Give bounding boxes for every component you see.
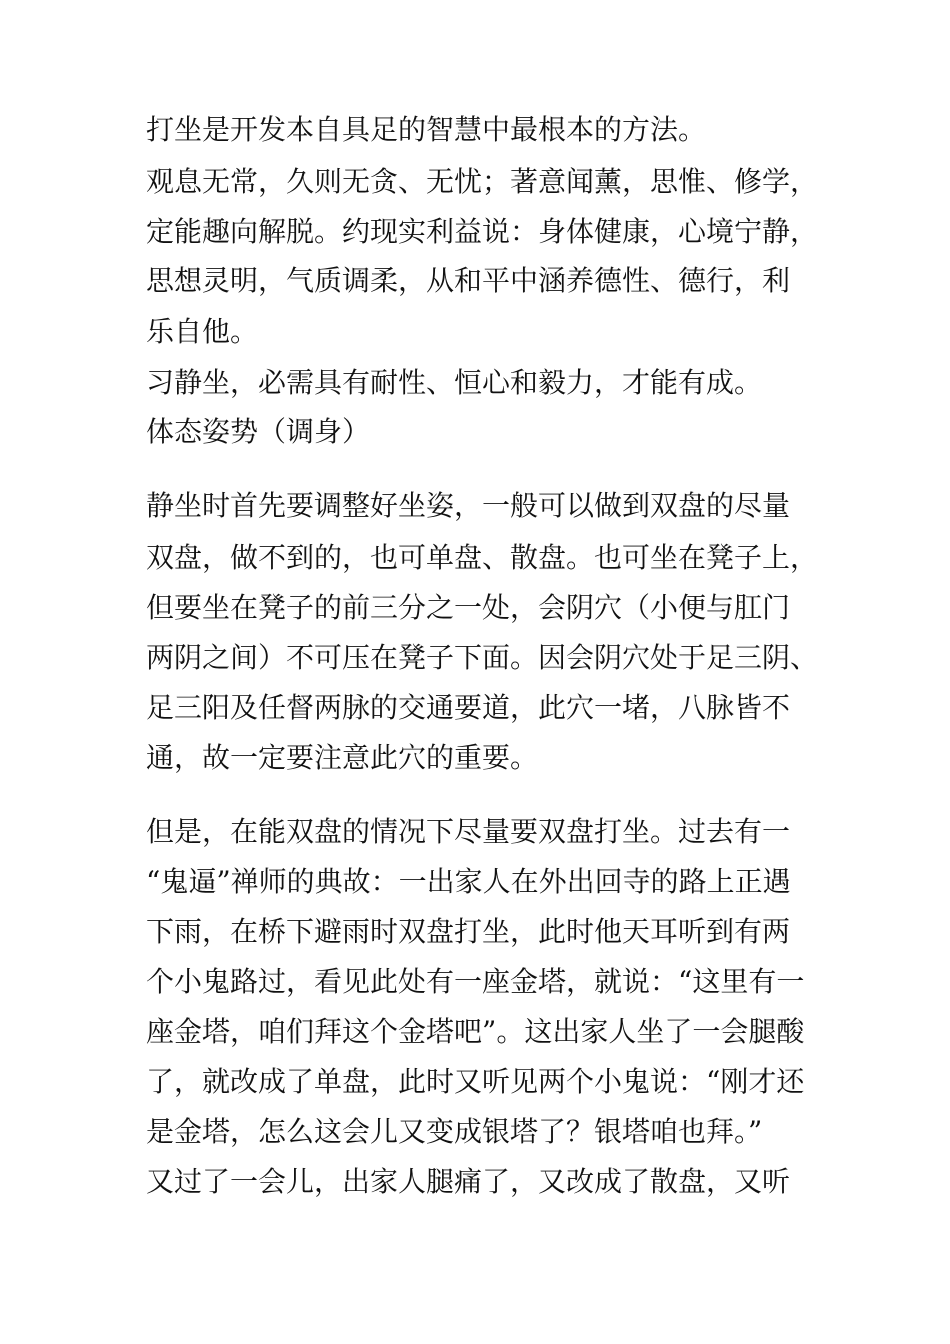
text-line: 下雨，在桥下避雨时双盘打坐，此时他天耳听到有两 <box>146 915 791 948</box>
text-line: 定能趣向解脱。约现实利益说：身体健康，心境宁静， <box>146 215 819 248</box>
text-line: 是金塔，怎么这会儿又变成银塔了？银塔咱也拜。” <box>146 1115 763 1148</box>
text-line: 静坐时首先要调整好坐姿，一般可以做到双盘的尽量 <box>146 489 791 522</box>
text-line: 但是，在能双盘的情况下尽量要双盘打坐。过去有一 <box>146 815 791 848</box>
text-line: 个小鬼路过，看见此处有一座金塔，就说：“这里有一 <box>146 965 805 998</box>
text-line: 双盘，做不到的，也可单盘、散盘。也可坐在凳子上， <box>146 541 819 574</box>
text-line: 习静坐，必需具有耐性、恒心和毅力，才能有成。 <box>146 366 763 399</box>
text-line: 又过了一会儿，出家人腿痛了，又改成了散盘，又听 <box>146 1165 791 1198</box>
text-line: 了，就改成了单盘，此时又听见两个小鬼说：“刚才还 <box>146 1065 805 1098</box>
text-line: 两阴之间）不可压在凳子下面。因会阴穴处于足三阴、 <box>146 641 819 674</box>
text-line: 打坐是开发本自具足的智慧中最根本的方法。 <box>146 113 707 146</box>
text-line: 但要坐在凳子的前三分之一处，会阴穴（小便与肛门 <box>146 591 791 624</box>
text-line: “鬼逼”禅师的典故：一出家人在外出回寺的路上正遇 <box>146 865 791 898</box>
text-line: 思想灵明，气质调柔，从和平中涵养德性、德行，利 <box>146 264 791 297</box>
text-line: 通，故一定要注意此穴的重要。 <box>146 741 539 774</box>
text-line: 乐自他。 <box>146 315 259 348</box>
section-heading: 体态姿势（调身） <box>146 415 371 448</box>
text-line: 观息无常，久则无贪、无忧；著意闻薰，思惟、修学， <box>146 165 819 198</box>
text-line: 足三阳及任督两脉的交通要道，此穴一堵，八脉皆不 <box>146 691 791 724</box>
text-line: 座金塔，咱们拜这个金塔吧”。这出家人坐了一会腿酸 <box>146 1015 805 1048</box>
